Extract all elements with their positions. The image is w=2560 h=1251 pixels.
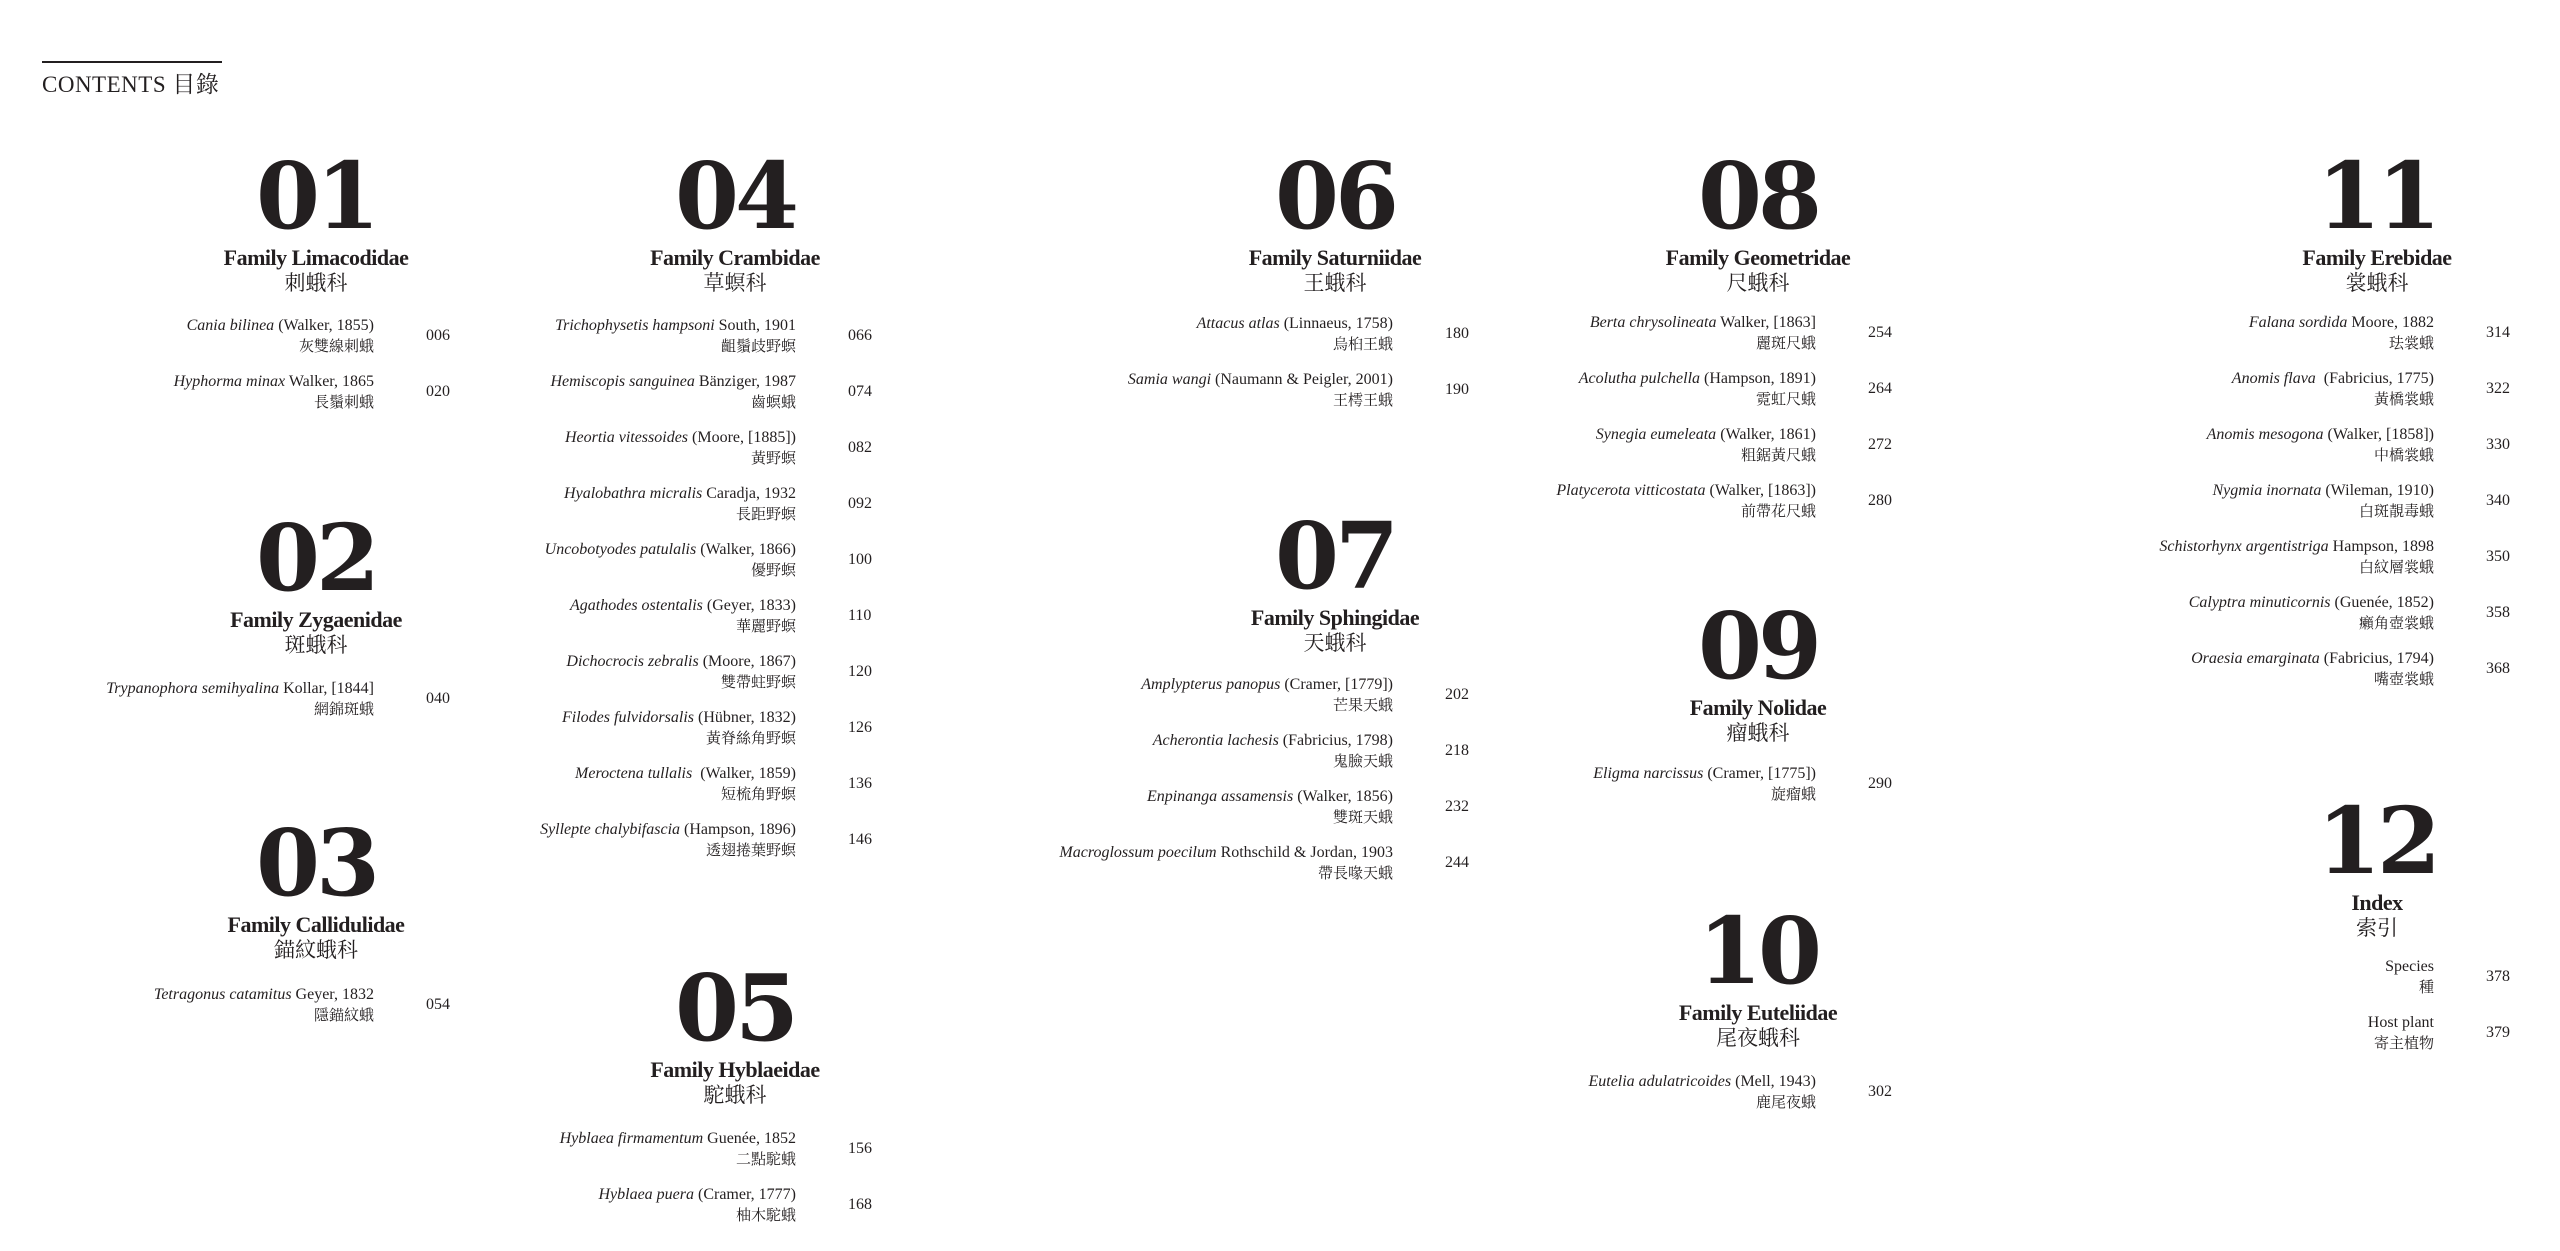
family-name-chinese: 裳蛾科 (2345, 271, 2409, 295)
page-number[interactable]: 358 (2486, 604, 2510, 621)
species-name (2159, 537, 2434, 557)
scientific-name: Calyptra minuticornis (2188, 594, 2331, 611)
scientific-name: Anomis flava (2231, 370, 2316, 387)
family-name: Family Erebidae (2302, 245, 2452, 270)
toc-entry[interactable] (1734, 425, 2434, 469)
author-citation: (Walker, [1863]) (1705, 482, 1816, 499)
toc-entry[interactable] (96, 484, 796, 528)
page-number[interactable]: 314 (2486, 324, 2510, 341)
species-name (1588, 1072, 1816, 1092)
family-name-chinese: 尾夜蛾科 (1716, 1026, 1800, 1050)
author-citation: (Naumann & Peigler, 2001) (1211, 371, 1393, 388)
scientific-name: Agathodes ostentalis (570, 597, 703, 614)
species-name-chinese: 灰雙線刺蛾 (298, 337, 374, 355)
family-name: Family Crambidae (650, 245, 820, 270)
toc-entry[interactable] (1734, 537, 2434, 581)
species-name-chinese: 華麗野螟 (735, 617, 796, 635)
scientific-name: Trichophysetis hampsoni (555, 317, 715, 334)
family-name-chinese: 索引 (2356, 916, 2398, 940)
toc-entry[interactable] (1734, 1013, 2434, 1057)
author-citation: Kollar, [1844] (279, 680, 374, 697)
page-number[interactable]: 110 (848, 607, 872, 624)
species-name-chinese: 雙帶蛀野螟 (720, 673, 796, 691)
author-citation: Rothschild & Jordan, 1903 (1216, 844, 1393, 861)
scientific-name: Hyphorma minax (173, 373, 286, 390)
page-number[interactable]: 272 (1868, 436, 1892, 453)
page-number[interactable]: 264 (1868, 380, 1892, 397)
page-number[interactable]: 100 (848, 551, 872, 568)
species-name (2212, 481, 2434, 501)
author-citation: (Cramer, [1775]) (1703, 765, 1816, 782)
section-heading (1135, 142, 1535, 296)
author-citation: (Hübner, 1832) (694, 709, 796, 726)
scientific-name: Meroctena tullalis (575, 765, 693, 782)
species-name (598, 1185, 796, 1205)
species-name (2368, 1013, 2434, 1033)
author-citation: (Linnaeus, 1758) (1279, 315, 1393, 332)
species-name-chinese: 珐裳蛾 (2388, 334, 2434, 352)
toc-entry[interactable] (693, 675, 1393, 719)
family-name: Family Callidulidae (227, 912, 405, 937)
species-name-chinese: 齟鬚歧野螟 (720, 337, 796, 355)
page-number[interactable]: 290 (1868, 775, 1892, 792)
toc-entry[interactable] (96, 540, 796, 584)
scientific-name: Dichocrocis zebralis (566, 653, 699, 670)
page-number[interactable]: 190 (1445, 381, 1469, 398)
species-name (545, 540, 796, 560)
toc-entry[interactable] (1116, 425, 1816, 469)
page-number[interactable]: 302 (1868, 1083, 1892, 1100)
toc-entry[interactable] (1116, 481, 1816, 525)
scientific-name: Hemiscopis sanguinea (550, 373, 695, 390)
page-number[interactable]: 020 (426, 383, 450, 400)
contents-title: CONTENTS 目錄 (42, 72, 220, 97)
section-heading (1135, 502, 1535, 656)
scientific-name: Syllepte chalybifascia (540, 821, 681, 838)
family-name-chinese: 天蛾科 (1303, 631, 1367, 655)
page-number[interactable]: 218 (1445, 742, 1469, 759)
family-name: Family Zygaenidae (230, 607, 402, 632)
family-name-chinese: 錨紋蛾科 (274, 938, 358, 962)
author-citation: Species (2385, 958, 2434, 975)
section-number: 05 (674, 954, 796, 1062)
species-name-chinese: 網錦斑蛾 (313, 700, 374, 718)
family-name: Family Geometridae (1665, 245, 1851, 270)
species-name-chinese: 種 (2418, 978, 2434, 996)
page-number[interactable]: 244 (1445, 854, 1469, 871)
species-name-chinese: 雙斑天蛾 (1332, 808, 1393, 826)
section-number: 07 (1274, 502, 1396, 610)
scientific-name: Nygmia inornata (2212, 482, 2322, 499)
species-name (1141, 675, 1393, 695)
species-name-chinese: 白紋層裳蛾 (2358, 558, 2434, 576)
page-number[interactable]: 006 (426, 327, 450, 344)
toc-entry[interactable] (96, 820, 796, 864)
species-name (2191, 649, 2434, 669)
toc-entry[interactable] (1734, 481, 2434, 525)
scientific-name: Hyblaea firmamentum (559, 1130, 704, 1147)
page-number[interactable]: 330 (2486, 436, 2510, 453)
species-name (2207, 425, 2434, 445)
family-name-chinese: 王蛾科 (1303, 271, 1367, 295)
page-number[interactable]: 120 (848, 663, 872, 680)
section-heading (2177, 787, 2560, 941)
toc-entry[interactable] (96, 316, 796, 360)
author-citation: (Moore, [1885]) (688, 429, 796, 446)
species-name-chinese: 旋瘤蛾 (1770, 785, 1816, 803)
species-name-chinese: 鬼臉天蛾 (1332, 752, 1393, 770)
toc-entry[interactable] (1734, 957, 2434, 1001)
toc-entry[interactable] (693, 843, 1393, 887)
species-name-chinese: 二點駝蛾 (735, 1150, 796, 1168)
species-name-chinese: 齒螟蛾 (750, 393, 796, 411)
species-name-chinese: 嘴壺裳蛾 (2373, 670, 2434, 688)
toc-entry[interactable] (96, 596, 796, 640)
species-name (560, 1129, 796, 1149)
toc-entry[interactable] (1116, 313, 1816, 357)
scientific-name: Amplypterus panopus (1141, 676, 1281, 693)
author-citation: Bänziger, 1987 (694, 373, 796, 390)
species-name-chinese: 王樗王蛾 (1332, 391, 1393, 409)
species-name (1593, 764, 1816, 784)
page-number[interactable]: 156 (848, 1140, 872, 1157)
species-name-chinese: 烏桕王蛾 (1332, 335, 1393, 353)
author-citation: Host plant (2367, 1014, 2434, 1031)
toc-entry[interactable] (96, 708, 796, 752)
author-citation: (Moore, 1867) (698, 653, 796, 670)
section-number: 06 (1274, 142, 1396, 250)
species-name-chinese: 寄主植物 (2373, 1034, 2434, 1052)
author-citation: (Guenée, 1852) (2330, 594, 2434, 611)
scientific-name: Filodes fulvidorsalis (562, 709, 694, 726)
author-citation: (Fabricius, 1798) (1278, 732, 1393, 749)
section-heading (116, 142, 516, 296)
author-citation: (Wileman, 1910) (2321, 482, 2434, 499)
author-citation: (Mell, 1943) (1731, 1073, 1816, 1090)
author-citation: Hampson, 1898 (2328, 538, 2434, 555)
toc-entry[interactable] (96, 428, 796, 472)
page-number[interactable]: 136 (848, 775, 872, 792)
page-number[interactable]: 202 (1445, 686, 1469, 703)
page-number[interactable]: 180 (1445, 325, 1469, 342)
toc-entry[interactable] (1116, 1072, 1816, 1116)
section-number: 11 (2316, 142, 2438, 250)
author-citation: (Walker, 1856) (1293, 788, 1393, 805)
toc-entry[interactable] (96, 1129, 796, 1173)
species-name-chinese: 麗斑尺蛾 (1755, 334, 1816, 352)
species-name-chinese: 黃脊絲角野螟 (705, 729, 796, 747)
scientific-name: Synegia eumeleata (1595, 426, 1717, 443)
toc-entry[interactable] (0, 985, 374, 1029)
scientific-name: Macroglossum poecilum (1059, 844, 1217, 861)
section-heading (535, 954, 935, 1108)
species-name-chinese: 優野螟 (750, 561, 796, 579)
toc-entry[interactable] (96, 652, 796, 696)
family-name: Family Hyblaeidae (650, 1057, 820, 1082)
species-name (2385, 957, 2434, 977)
species-name-chinese: 霓虹尺蛾 (1755, 390, 1816, 408)
toc-entry[interactable] (1734, 313, 2434, 357)
page-number[interactable]: 054 (426, 996, 450, 1013)
toc-entry[interactable] (1734, 593, 2434, 637)
family-name: Family Saturniidae (1248, 245, 1422, 270)
toc-entry[interactable] (96, 372, 796, 416)
page-number[interactable]: 232 (1445, 798, 1469, 815)
species-name (2249, 313, 2434, 333)
section-number: 08 (1697, 142, 1819, 250)
species-name-chinese: 隱錨紋蛾 (313, 1006, 374, 1024)
scientific-name: Eligma narcissus (1593, 765, 1704, 782)
species-name (1153, 731, 1393, 751)
toc-entry[interactable] (1116, 764, 1816, 808)
toc-entry[interactable] (1734, 649, 2434, 693)
scientific-name: Platycerota vitticostata (1556, 482, 1706, 499)
section-number: 04 (674, 142, 796, 250)
author-citation: (Cramer, 1777) (694, 1186, 796, 1203)
species-name (2189, 593, 2434, 613)
section-number: 09 (1697, 592, 1819, 700)
page-number[interactable]: 074 (848, 383, 872, 400)
author-citation: Walker, 1865 (285, 373, 374, 390)
scientific-name: Acolutha pulchella (1578, 370, 1701, 387)
page-number[interactable]: 168 (848, 1196, 872, 1213)
scientific-name: Enpinanga assamensis (1146, 788, 1294, 805)
family-name-chinese: 尺蛾科 (1726, 271, 1790, 295)
species-name-chinese: 短梳角野螟 (720, 785, 796, 803)
species-name-chinese: 中橋裳蛾 (2373, 446, 2434, 464)
scientific-name: Acherontia lachesis (1152, 732, 1279, 749)
page-number[interactable]: 322 (2486, 380, 2510, 397)
species-name-chinese: 芒果天蛾 (1332, 696, 1393, 714)
family-name-chinese: 草螟科 (703, 271, 767, 295)
species-name-chinese: 前帶花尺蛾 (1740, 502, 1816, 520)
family-name: Index (2351, 890, 2403, 915)
page-number[interactable]: 378 (2486, 968, 2510, 985)
page-number[interactable]: 066 (848, 327, 872, 344)
author-citation: (Walker, 1866) (696, 541, 796, 558)
author-citation: (Fabricius, 1775) (2315, 370, 2434, 387)
toc-entry[interactable] (1116, 369, 1816, 413)
species-name-chinese: 長距野螟 (735, 505, 796, 523)
page-number[interactable]: 126 (848, 719, 872, 736)
toc-entry[interactable] (96, 1185, 796, 1229)
page-number[interactable]: 350 (2486, 548, 2510, 565)
family-name-chinese: 瘤蛾科 (1726, 721, 1790, 745)
section-number: 10 (1697, 897, 1819, 1005)
species-name (565, 428, 796, 448)
page-number[interactable]: 280 (1868, 492, 1892, 509)
section-heading (2177, 142, 2560, 296)
species-name (566, 652, 796, 672)
author-citation: (Walker, 1859) (692, 765, 796, 782)
page-number[interactable]: 368 (2486, 660, 2510, 677)
page-number[interactable]: 082 (848, 439, 872, 456)
author-citation: Moore, 1882 (2347, 314, 2434, 331)
species-name (2232, 369, 2434, 389)
species-name-chinese: 白斑靚毒蛾 (2358, 502, 2434, 520)
author-citation: (Geyer, 1833) (702, 597, 796, 614)
section-number: 01 (255, 142, 377, 250)
page-number[interactable]: 040 (426, 690, 450, 707)
toc-entry[interactable] (96, 764, 796, 808)
family-name-chinese: 駝蛾科 (703, 1083, 767, 1107)
species-name-chinese: 柚木駝蛾 (735, 1206, 796, 1224)
section-number: 12 (2316, 787, 2438, 895)
species-name-chinese: 透翅捲葉野螟 (705, 841, 796, 859)
family-name: Family Limacodidae (223, 245, 409, 270)
author-citation: Guenée, 1852 (703, 1130, 796, 1147)
page-number[interactable]: 254 (1868, 324, 1892, 341)
page-number[interactable]: 092 (848, 495, 872, 512)
scientific-name: Trypanophora semihyalina (106, 680, 280, 697)
section-number: 03 (255, 809, 377, 917)
author-citation: (Hampson, 1891) (1700, 370, 1816, 387)
toc-entry[interactable] (1734, 369, 2434, 413)
scientific-name: Heortia vitessoides (564, 429, 689, 446)
author-citation: (Cramer, [1779]) (1280, 676, 1393, 693)
section-number: 02 (255, 504, 377, 612)
family-name: Family Sphingidae (1250, 605, 1420, 630)
scientific-name: Samia wangi (1127, 371, 1212, 388)
family-name-chinese: 刺蛾科 (284, 271, 348, 295)
scientific-name: Uncobotyodes patulalis (544, 541, 697, 558)
scientific-name: Eutelia adulatricoides (1588, 1073, 1732, 1090)
author-citation: Walker, [1863] (1716, 314, 1816, 331)
scientific-name: Berta chrysolineata (1589, 314, 1717, 331)
scientific-name: Hyblaea puera (598, 1186, 694, 1203)
author-citation: (Walker, 1861) (1716, 426, 1816, 443)
section-heading (1558, 142, 1958, 296)
scientific-name: Hyalobathra micralis (564, 485, 703, 502)
author-citation: (Fabricius, 1794) (2319, 650, 2434, 667)
family-name: Family Euteliidae (1678, 1000, 1838, 1025)
author-citation: (Walker, 1855) (274, 317, 374, 334)
scientific-name: Attacus atlas (1196, 315, 1280, 332)
author-citation: (Hampson, 1896) (680, 821, 796, 838)
author-citation: South, 1901 (714, 317, 796, 334)
species-name-chinese: 黃野螟 (750, 449, 796, 467)
page-number[interactable]: 340 (2486, 492, 2510, 509)
family-name: Family Nolidae (1689, 695, 1827, 720)
species-name-chinese: 鹿尾夜蛾 (1755, 1093, 1816, 1111)
scientific-name: Oraesia emarginata (2191, 650, 2320, 667)
section-heading (535, 142, 935, 296)
scientific-name: Anomis mesogona (2206, 426, 2324, 443)
species-name-chinese: 帶長喙天蛾 (1317, 864, 1393, 882)
author-citation: (Walker, [1858]) (2323, 426, 2434, 443)
scientific-name: Cania bilinea (186, 317, 275, 334)
author-citation: Geyer, 1832 (291, 986, 374, 1003)
species-name (570, 596, 796, 616)
scientific-name: Schistorhynx argentistriga (2159, 538, 2329, 555)
author-citation: Caradja, 1932 (702, 485, 796, 502)
scientific-name: Falana sordida (2248, 314, 2348, 331)
species-name-chinese: 黃橋裳蛾 (2373, 390, 2434, 408)
species-name (564, 484, 796, 504)
species-name-chinese: 粗鋸黃尺蛾 (1740, 446, 1816, 464)
page-number[interactable]: 379 (2486, 1024, 2510, 1041)
species-name (1059, 843, 1393, 863)
family-name-chinese: 斑蛾科 (284, 633, 348, 657)
species-name (154, 985, 374, 1005)
page-number[interactable]: 146 (848, 831, 872, 848)
scientific-name: Tetragonus catamitus (153, 986, 292, 1003)
species-name-chinese: 長鬚刺蛾 (313, 393, 374, 411)
header-rule (42, 61, 222, 63)
species-name-chinese: 癩角壺裳蛾 (2358, 614, 2434, 632)
